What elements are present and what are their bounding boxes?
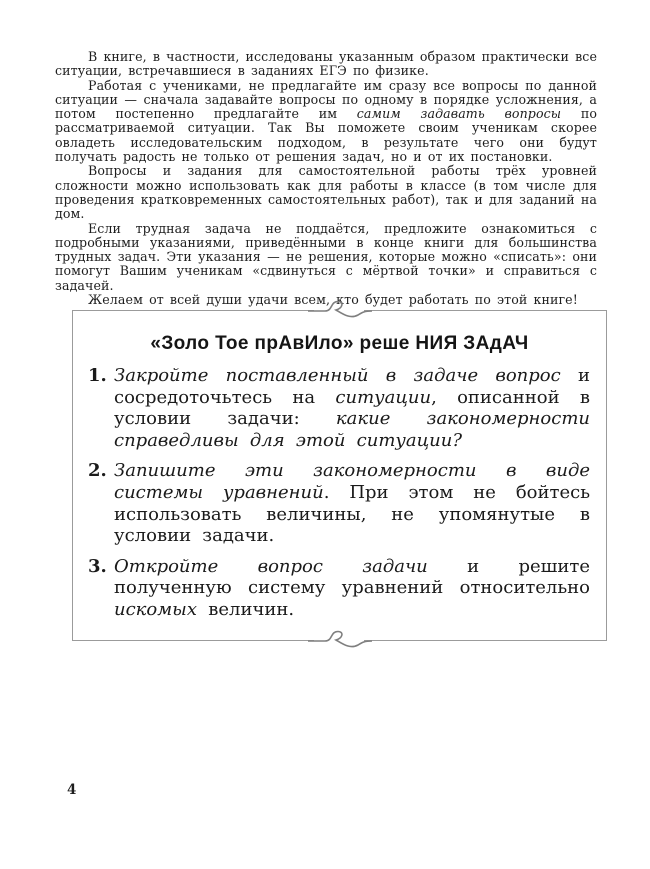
text-run: Вопросы и задания для самостоятельной работы трёх уровней сложности можно использовать как для работы в классе (в том числе для проведения кратковременных самостоятельных работ), так и для заданий на дом.: [55, 163, 597, 222]
text-run: величин.: [197, 598, 295, 620]
text-run: В книге, в частности, исследованы указанным образом практически все ситуации, встречавшиеся в заданиях ЕГЭ по физике.: [55, 49, 597, 79]
text-run-italic: Откройте вопрос задачи: [114, 555, 428, 577]
text-run: и сосредоточьтесь на: [114, 365, 591, 408]
golden-rule-list: [73, 365, 606, 621]
paragraph: [55, 50, 597, 79]
page-number: 4: [67, 782, 77, 798]
list-item: [73, 556, 606, 621]
text-run: , описанной в условии задачи:: [114, 386, 590, 430]
text-run-italic: самим задавать вопросы: [356, 106, 562, 122]
list-item: [73, 460, 606, 546]
box-title: «Золо Тое прАвИло» реше НИЯ ЗАдАЧ: [150, 333, 529, 354]
text-run-italic: Закройте поставленный в задаче вопрос: [114, 365, 561, 386]
squiggle-ornament-top: [308, 298, 372, 324]
list-item: [73, 365, 606, 451]
text-run-italic: искомых: [114, 598, 197, 620]
text-run: . При этом не бойтесь использовать величины, не упомянутые в условии задачи.: [114, 481, 590, 547]
item-number: 1.: [88, 365, 107, 386]
text-run: Работая с учениками, не предлагайте им сразу все вопросы по данной ситуации — сначала задавайте вопросы по одному в порядке усложнения, а потом постепенно предлагайте им: [55, 77, 597, 122]
text-run-italic: Запишите эти закономерности в виде системы уравнений: [114, 460, 590, 503]
text-run: по рассматриваемой ситуации. Так Вы поможете своим ученикам скорее овладеть исследовательским подходом, в результате чего они будут получать радость не только от решения задач, но и от их постановки.: [55, 106, 598, 165]
text-run: Если трудная задача не поддаётся, предложите ознакомиться с подробными указаниями, приведёнными в конце книги для большинства трудных задач. Эти указания — не решения, которые можно «списать»: они помогут Вашим ученикам «сдвинуться с мёртвой точки» и справиться с задачей.: [55, 220, 597, 293]
golden-rule-box: [72, 310, 607, 641]
item-number: 2.: [88, 460, 107, 482]
squiggle-ornament-bottom: [308, 628, 372, 654]
text-run-italic: ситуации: [335, 386, 432, 408]
text-run: и решите полученную систему уравнений относительно: [114, 555, 590, 599]
item-number: 3.: [88, 555, 107, 577]
paragraph: [55, 79, 597, 165]
intro-text-block: [55, 50, 597, 324]
text-run-italic: какие закономерности справедливы для этой ситуации?: [114, 408, 590, 451]
paragraph: [55, 222, 597, 293]
paragraph: [55, 164, 597, 221]
text-run: Желаем от всей души удачи всем, кто будет работать по этой книге!: [88, 292, 578, 308]
